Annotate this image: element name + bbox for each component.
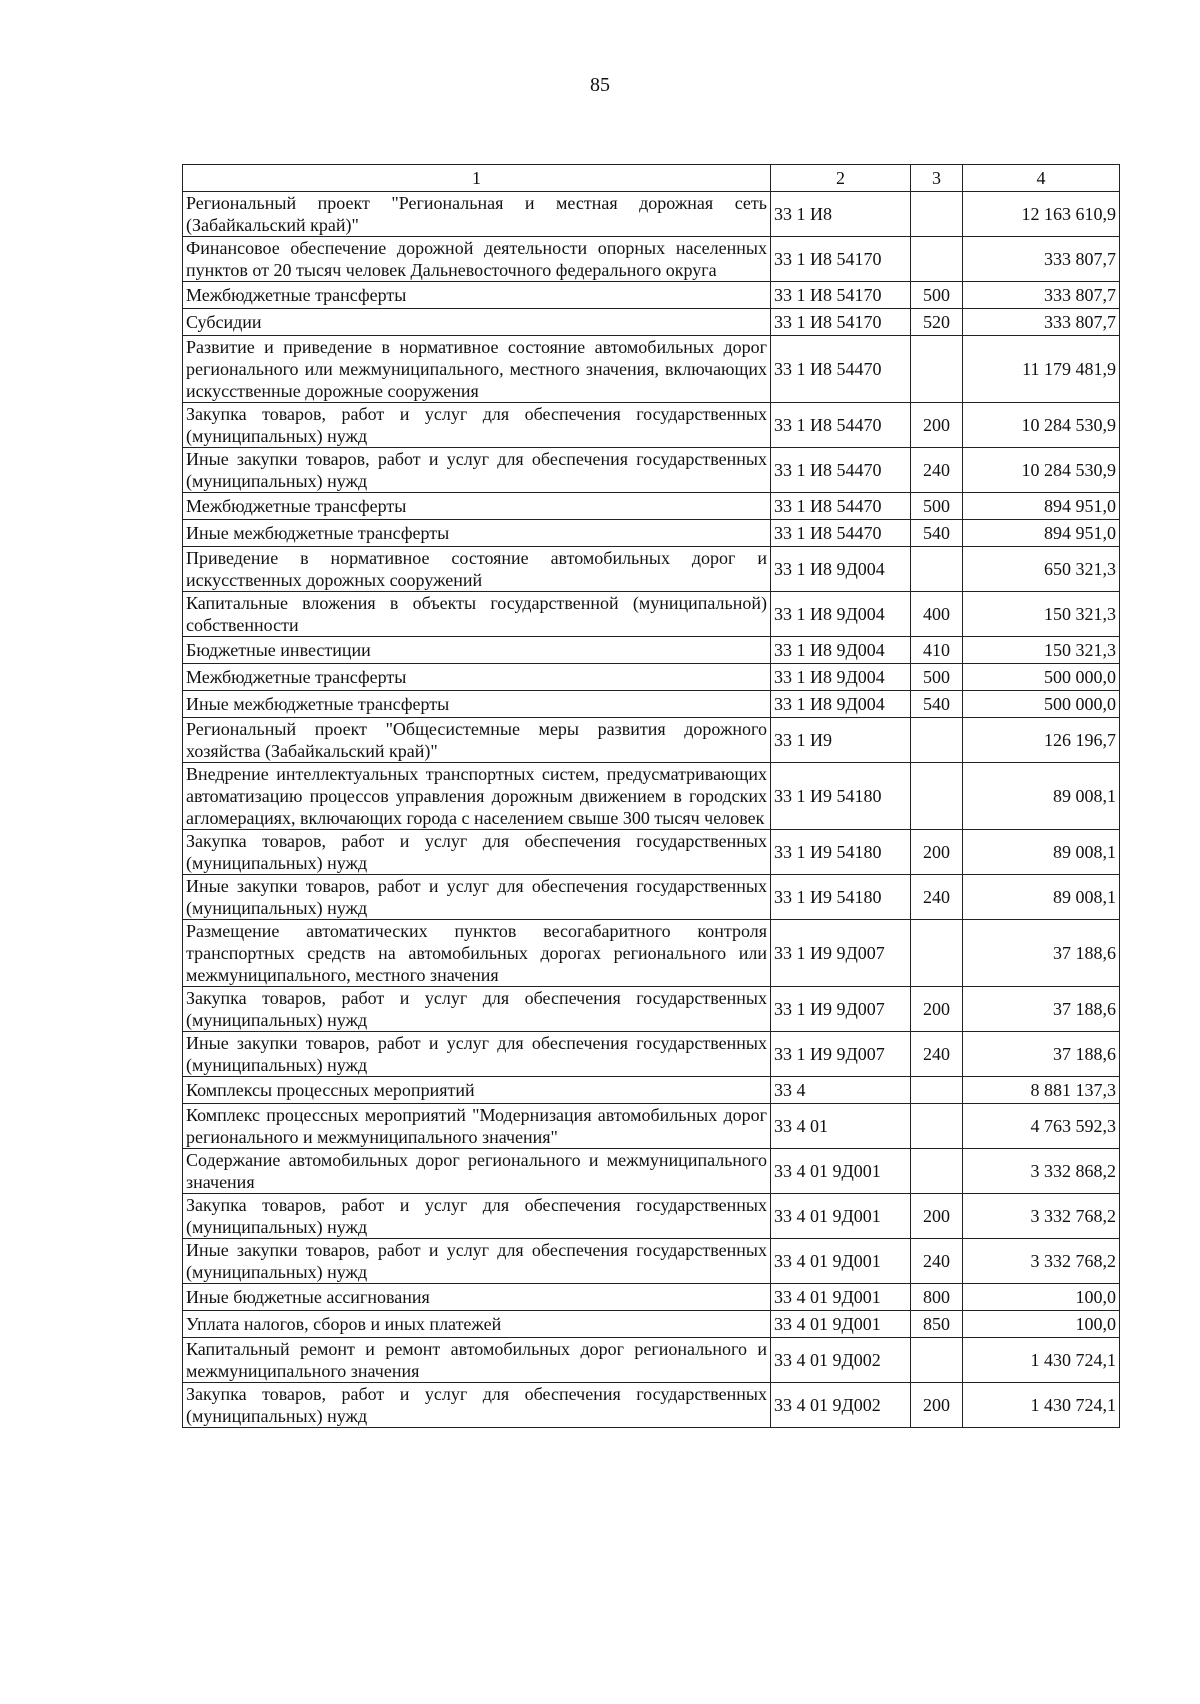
row-name: Закупка товаров, работ и услуг для обеспечения государственных (муниципальных) нужд xyxy=(183,403,771,448)
row-amount: 3 332 768,2 xyxy=(963,1239,1120,1284)
table-row xyxy=(183,763,1120,830)
row-amount: 126 196,7 xyxy=(963,718,1120,763)
table-row xyxy=(183,237,1120,282)
row-code: 33 1 И8 54470 xyxy=(771,403,911,448)
row-name: Закупка товаров, работ и услуг для обеспечения государственных (муниципальных) нужд xyxy=(183,830,771,875)
row-code: 33 1 И8 54470 xyxy=(771,520,911,547)
row-code: 33 4 01 9Д002 xyxy=(771,1383,911,1428)
row-code: 33 1 И8 9Д004 xyxy=(771,592,911,637)
row-expense-type: 500 xyxy=(911,493,963,520)
row-code: 33 1 И8 9Д004 xyxy=(771,691,911,718)
table-row xyxy=(183,282,1120,309)
row-name: Комплекс процессных мероприятий "Модернизация автомобильных дорог регионального и межмуниципального значения" xyxy=(183,1104,771,1149)
row-code: 33 4 01 9Д001 xyxy=(771,1149,911,1194)
row-amount: 333 807,7 xyxy=(963,237,1120,282)
row-expense-type: 200 xyxy=(911,1194,963,1239)
row-expense-type: 240 xyxy=(911,1032,963,1077)
table-row xyxy=(183,1284,1120,1311)
row-amount: 650 321,3 xyxy=(963,547,1120,592)
row-name: Приведение в нормативное состояние автомобильных дорог и искусственных дорожных сооружений xyxy=(183,547,771,592)
table-row xyxy=(183,403,1120,448)
row-expense-type: 200 xyxy=(911,1383,963,1428)
row-expense-type xyxy=(911,547,963,592)
row-amount: 1 430 724,1 xyxy=(963,1338,1120,1383)
table-row xyxy=(183,309,1120,336)
row-expense-type: 240 xyxy=(911,448,963,493)
table-row xyxy=(183,493,1120,520)
row-amount: 3 332 768,2 xyxy=(963,1194,1120,1239)
row-amount: 10 284 530,9 xyxy=(963,403,1120,448)
row-code: 33 1 И9 54180 xyxy=(771,830,911,875)
row-code: 33 4 01 9Д001 xyxy=(771,1194,911,1239)
row-name: Содержание автомобильных дорог регионального и межмуниципального значения xyxy=(183,1149,771,1194)
row-amount: 89 008,1 xyxy=(963,763,1120,830)
row-expense-type xyxy=(911,1338,963,1383)
row-expense-type xyxy=(911,336,963,403)
row-amount: 37 188,6 xyxy=(963,987,1120,1032)
row-expense-type xyxy=(911,1149,963,1194)
row-code: 33 1 И8 54470 xyxy=(771,336,911,403)
row-code: 33 1 И9 xyxy=(771,718,911,763)
row-expense-type xyxy=(911,920,963,987)
row-name: Межбюджетные трансферты xyxy=(183,282,771,309)
row-code: 33 1 И9 9Д007 xyxy=(771,987,911,1032)
row-name: Иные закупки товаров, работ и услуг для обеспечения государственных (муниципальных) нужд xyxy=(183,448,771,493)
row-code: 33 1 И8 9Д004 xyxy=(771,664,911,691)
row-amount: 10 284 530,9 xyxy=(963,448,1120,493)
row-amount: 150 321,3 xyxy=(963,637,1120,664)
table-row xyxy=(183,920,1120,987)
row-name: Закупка товаров, работ и услуг для обеспечения государственных (муниципальных) нужд xyxy=(183,987,771,1032)
column-header: 4 xyxy=(963,165,1120,192)
row-expense-type: 540 xyxy=(911,691,963,718)
table-row xyxy=(183,547,1120,592)
row-amount: 333 807,7 xyxy=(963,309,1120,336)
page-number: 85 xyxy=(590,74,610,96)
row-amount: 3 332 868,2 xyxy=(963,1149,1120,1194)
row-expense-type: 200 xyxy=(911,403,963,448)
row-code: 33 1 И8 54170 xyxy=(771,282,911,309)
row-code: 33 1 И8 9Д004 xyxy=(771,637,911,664)
row-expense-type: 240 xyxy=(911,1239,963,1284)
row-amount: 37 188,6 xyxy=(963,920,1120,987)
row-code: 33 1 И9 9Д007 xyxy=(771,1032,911,1077)
row-code: 33 1 И8 54470 xyxy=(771,493,911,520)
table-row xyxy=(183,192,1120,237)
table-row xyxy=(183,336,1120,403)
row-amount: 37 188,6 xyxy=(963,1032,1120,1077)
table-row xyxy=(183,1383,1120,1428)
row-amount: 100,0 xyxy=(963,1284,1120,1311)
row-code: 33 4 01 9Д001 xyxy=(771,1239,911,1284)
row-expense-type: 410 xyxy=(911,637,963,664)
table-row xyxy=(183,664,1120,691)
row-code: 33 1 И9 54180 xyxy=(771,875,911,920)
row-expense-type: 200 xyxy=(911,830,963,875)
row-expense-type: 240 xyxy=(911,875,963,920)
column-header: 3 xyxy=(911,165,963,192)
row-amount: 500 000,0 xyxy=(963,691,1120,718)
row-code: 33 1 И8 xyxy=(771,192,911,237)
row-name: Закупка товаров, работ и услуг для обеспечения государственных (муниципальных) нужд xyxy=(183,1383,771,1428)
row-code: 33 1 И9 54180 xyxy=(771,763,911,830)
row-amount: 89 008,1 xyxy=(963,830,1120,875)
row-code: 33 1 И9 9Д007 xyxy=(771,920,911,987)
row-name: Комплексы процессных мероприятий xyxy=(183,1077,771,1104)
row-name: Иные закупки товаров, работ и услуг для обеспечения государственных (муниципальных) нужд xyxy=(183,1032,771,1077)
row-name: Иные бюджетные ассигнования xyxy=(183,1284,771,1311)
table-row xyxy=(183,1104,1120,1149)
table-row xyxy=(183,718,1120,763)
row-name: Бюджетные инвестиции xyxy=(183,637,771,664)
column-header: 2 xyxy=(771,165,911,192)
row-amount: 894 951,0 xyxy=(963,493,1120,520)
table-row xyxy=(183,448,1120,493)
row-amount: 89 008,1 xyxy=(963,875,1120,920)
row-expense-type: 200 xyxy=(911,987,963,1032)
table-row xyxy=(183,592,1120,637)
row-expense-type xyxy=(911,1077,963,1104)
row-code: 33 1 И8 54470 xyxy=(771,448,911,493)
table-header-row xyxy=(183,165,1120,192)
table-row xyxy=(183,520,1120,547)
row-name: Иные межбюджетные трансферты xyxy=(183,691,771,718)
row-amount: 894 951,0 xyxy=(963,520,1120,547)
row-amount: 500 000,0 xyxy=(963,664,1120,691)
table-row xyxy=(183,637,1120,664)
row-expense-type: 500 xyxy=(911,664,963,691)
row-expense-type: 540 xyxy=(911,520,963,547)
row-amount: 1 430 724,1 xyxy=(963,1383,1120,1428)
row-name: Закупка товаров, работ и услуг для обеспечения государственных (муниципальных) нужд xyxy=(183,1194,771,1239)
row-amount: 11 179 481,9 xyxy=(963,336,1120,403)
row-code: 33 4 01 xyxy=(771,1104,911,1149)
row-name: Межбюджетные трансферты xyxy=(183,493,771,520)
row-name: Региональный проект "Общесистемные меры развития дорожного хозяйства (Забайкальский край)" xyxy=(183,718,771,763)
row-code: 33 1 И8 54170 xyxy=(771,237,911,282)
row-name: Иные закупки товаров, работ и услуг для обеспечения государственных (муниципальных) нужд xyxy=(183,875,771,920)
table-row xyxy=(183,1239,1120,1284)
row-name: Субсидии xyxy=(183,309,771,336)
row-amount: 4 763 592,3 xyxy=(963,1104,1120,1149)
row-expense-type: 500 xyxy=(911,282,963,309)
row-name: Финансовое обеспечение дорожной деятельности опорных населенных пунктов от 20 тысяч человек Дальневосточного федерального округа xyxy=(183,237,771,282)
table-row xyxy=(183,987,1120,1032)
row-name: Уплата налогов, сборов и иных платежей xyxy=(183,1311,771,1338)
row-amount: 8 881 137,3 xyxy=(963,1077,1120,1104)
row-expense-type xyxy=(911,237,963,282)
row-amount: 100,0 xyxy=(963,1311,1120,1338)
row-expense-type: 850 xyxy=(911,1311,963,1338)
row-name: Иные межбюджетные трансферты xyxy=(183,520,771,547)
row-amount: 333 807,7 xyxy=(963,282,1120,309)
table-row xyxy=(183,875,1120,920)
row-expense-type: 400 xyxy=(911,592,963,637)
table-row xyxy=(183,691,1120,718)
table-row xyxy=(183,1338,1120,1383)
row-amount: 12 163 610,9 xyxy=(963,192,1120,237)
row-name: Размещение автоматических пунктов весогабаритного контроля транспортных средств на автомобильных дорогах регионального или межмуниципального, местного значения xyxy=(183,920,771,987)
table-row xyxy=(183,1149,1120,1194)
row-name: Иные закупки товаров, работ и услуг для обеспечения государственных (муниципальных) нужд xyxy=(183,1239,771,1284)
row-code: 33 1 И8 54170 xyxy=(771,309,911,336)
table-row xyxy=(183,1311,1120,1338)
row-expense-type xyxy=(911,192,963,237)
row-expense-type xyxy=(911,763,963,830)
row-code: 33 4 01 9Д001 xyxy=(771,1311,911,1338)
table-row xyxy=(183,1194,1120,1239)
row-expense-type xyxy=(911,1104,963,1149)
row-expense-type: 520 xyxy=(911,309,963,336)
row-name: Капитальные вложения в объекты государственной (муниципальной) собственности xyxy=(183,592,771,637)
row-name: Региональный проект "Региональная и местная дорожная сеть (Забайкальский край)" xyxy=(183,192,771,237)
table-row xyxy=(183,1032,1120,1077)
row-name: Межбюджетные трансферты xyxy=(183,664,771,691)
row-code: 33 4 01 9Д001 xyxy=(771,1284,911,1311)
row-expense-type: 800 xyxy=(911,1284,963,1311)
row-name: Развитие и приведение в нормативное состояние автомобильных дорог регионального или межмуниципального, местного значения, включающих искусственные дорожные сооружения xyxy=(183,336,771,403)
column-header: 1 xyxy=(183,165,771,192)
row-expense-type xyxy=(911,718,963,763)
table-row xyxy=(183,830,1120,875)
row-code: 33 4 xyxy=(771,1077,911,1104)
row-code: 33 4 01 9Д002 xyxy=(771,1338,911,1383)
row-amount: 150 321,3 xyxy=(963,592,1120,637)
table-row xyxy=(183,1077,1120,1104)
row-name: Внедрение интеллектуальных транспортных систем, предусматривающих автоматизацию процессов управления дорожным движением в городских агломерациях, включающих города с населением свыше 300 тысяч человек xyxy=(183,763,771,830)
row-code: 33 1 И8 9Д004 xyxy=(771,547,911,592)
row-name: Капитальный ремонт и ремонт автомобильных дорог регионального и межмуниципального значения xyxy=(183,1338,771,1383)
budget-table xyxy=(182,164,1120,1428)
